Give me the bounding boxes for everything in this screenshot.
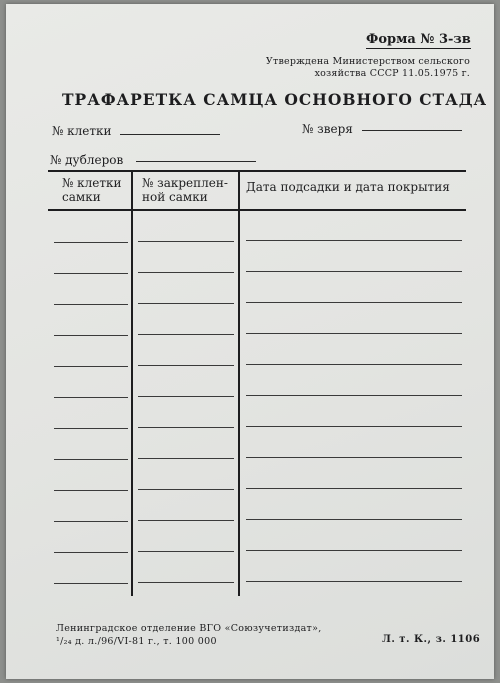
cage-field-label: № клетки (52, 124, 112, 138)
table-row-line[interactable] (246, 240, 462, 241)
form-sheet (6, 4, 494, 679)
table-top-rule (48, 170, 466, 172)
table-row-line[interactable] (246, 488, 462, 489)
publisher-note (56, 622, 356, 648)
approval-line-1: Утверждена Министерством сельского (265, 56, 470, 67)
table-row-line[interactable] (138, 551, 234, 552)
table-row-line[interactable] (54, 335, 128, 336)
table-row-line[interactable] (138, 334, 234, 335)
animal-field-label: № зверя (302, 122, 353, 136)
table-row-line[interactable] (138, 396, 234, 397)
table-row-line[interactable] (246, 550, 462, 551)
table-row-line[interactable] (246, 302, 462, 303)
column-header-female: № закреплен- ной самки (142, 176, 228, 204)
table-row-line[interactable] (54, 552, 128, 553)
table-row-line[interactable] (54, 273, 128, 274)
table-row-line[interactable] (54, 366, 128, 367)
table-row-line[interactable] (54, 304, 128, 305)
table-row-line[interactable] (138, 520, 234, 521)
table-row-line[interactable] (246, 581, 462, 582)
table-row-line[interactable] (138, 272, 234, 273)
table-row-line[interactable] (54, 521, 128, 522)
publisher-line-2: ¹/₂₄ д. л./96/VI-81 г., т. 100 000 (56, 636, 217, 647)
understudies-field-line[interactable] (136, 161, 256, 162)
table-row-line[interactable] (54, 397, 128, 398)
column-divider-1 (131, 171, 133, 596)
table-row-line[interactable] (246, 271, 462, 272)
approval-line-2: хозяйства СССР 11.05.1975 г. (314, 68, 470, 79)
cage-field-line[interactable] (120, 134, 220, 135)
table-row-line[interactable] (246, 519, 462, 520)
table-row-line[interactable] (54, 242, 128, 243)
publisher-line-1: Ленинградское отделение ВГО «Союзучетиздат», (56, 623, 322, 634)
form-number: Форма № 3-зв (366, 32, 471, 47)
table-header-rule (48, 209, 466, 211)
table-row-line[interactable] (138, 365, 234, 366)
column-divider-2 (238, 171, 240, 596)
table-row-line[interactable] (246, 426, 462, 427)
column-header-dates: Дата подсадки и дата покрытия (246, 180, 450, 194)
table-row-line[interactable] (246, 457, 462, 458)
table-row-line[interactable] (246, 364, 462, 365)
page-title: ТРАФАРЕТКА САМЦА ОСНОВНОГО СТАДА (62, 90, 488, 109)
table-row-line[interactable] (54, 459, 128, 460)
understudies-field-label: № дублеров (50, 153, 124, 167)
table-row-line[interactable] (138, 303, 234, 304)
table-row-line[interactable] (138, 582, 234, 583)
table-row-line[interactable] (138, 427, 234, 428)
table-row-line[interactable] (138, 458, 234, 459)
order-number: Л. т. К., з. 1106 (382, 634, 481, 645)
table-row-line[interactable] (54, 490, 128, 491)
approval-note (234, 56, 470, 80)
table-row-line[interactable] (138, 241, 234, 242)
table-row-line[interactable] (246, 395, 462, 396)
table-row-line[interactable] (138, 489, 234, 490)
table-row-line[interactable] (54, 428, 128, 429)
column-header-cage: № клетки самки (62, 176, 122, 204)
animal-field-line[interactable] (362, 130, 462, 131)
table-row-line[interactable] (246, 333, 462, 334)
table-row-line[interactable] (54, 583, 128, 584)
